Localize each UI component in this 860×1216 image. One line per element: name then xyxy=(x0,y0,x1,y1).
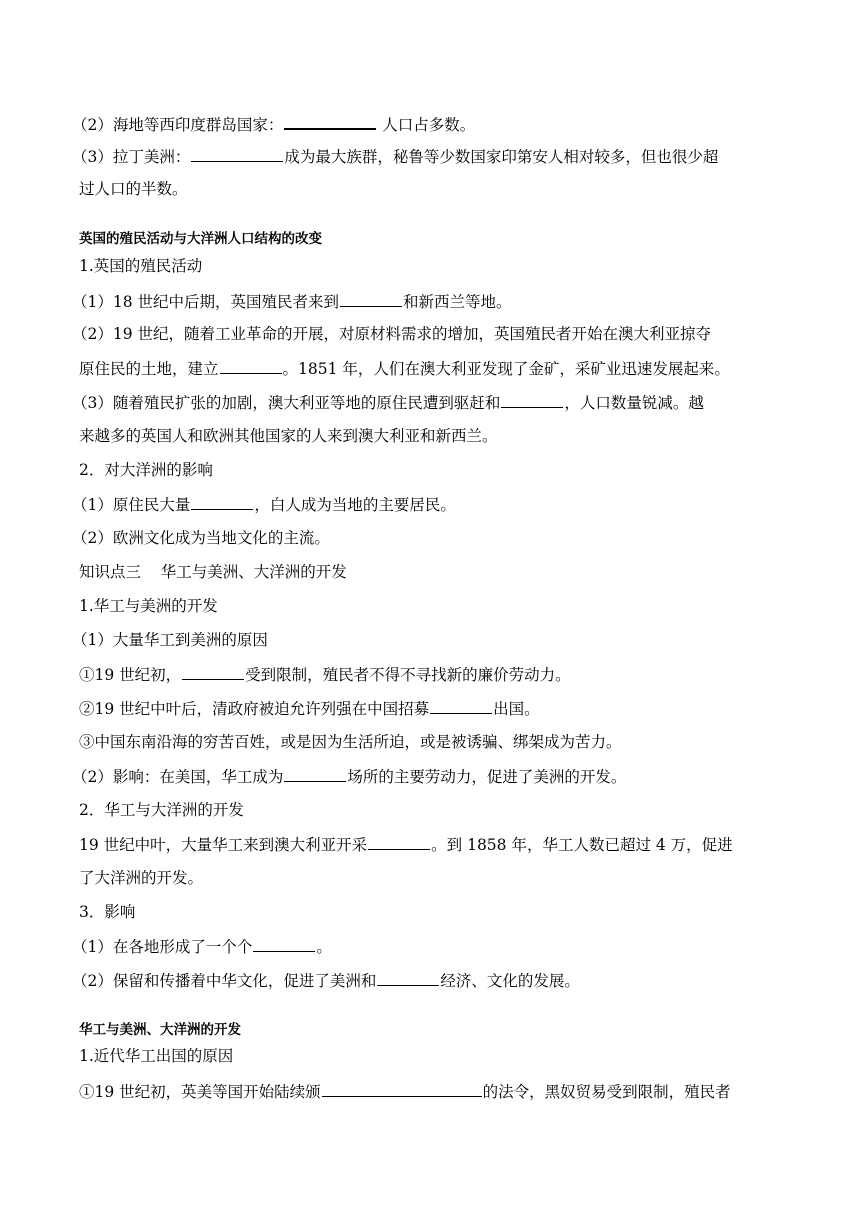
text-line: 来越多的英国人和欧洲其他国家的人来到澳大利亚和新西兰。 xyxy=(79,427,498,445)
fill-blank[interactable] xyxy=(430,697,492,714)
fill-blank[interactable] xyxy=(191,145,283,162)
text-line: （2）保留和传播着中华文化，促进了美洲和 经济、文化的发展。 xyxy=(72,969,580,992)
text-line: 原住民的土地，建立 。1851 年，人们在澳大利亚发现了金矿，采矿业迅速发展起来。 xyxy=(79,357,730,380)
text-line: （2）欧洲文化成为当地文化的主流。 xyxy=(72,529,330,547)
text-line: 了大洋洲的开发。 xyxy=(79,869,204,887)
text-line: 19 世纪中叶，大量华工来到澳大利亚开采 。到 1858 年，华工人数已超过 4 万，促进 xyxy=(79,833,733,856)
text-line: 过人口的半数。 xyxy=(79,180,188,198)
text-line: ③中国东南沿海的穷苦百姓，或是因为生活所迫，或是被诱骗、绑架成为苦力。 xyxy=(79,733,622,751)
text-line: ①19 世纪初，英美等国开始陆续颁 的法令，黑奴贸易受到限制，殖民者 xyxy=(79,1080,731,1103)
fill-blank[interactable] xyxy=(368,833,430,850)
text-line: （3）拉丁美洲： 成为最大族群，秘鲁等少数国家印第安人相对较多，但也很少超 xyxy=(72,145,718,168)
fill-blank[interactable] xyxy=(182,663,244,680)
fill-blank[interactable] xyxy=(220,357,282,374)
text-line: ①19 世纪初， 受到限制，殖民者不得不寻找新的廉价劳动力。 xyxy=(79,663,571,686)
text-line: （2）影响：在美国，华工成为 场所的主要劳动力，促进了美洲的开发。 xyxy=(72,765,626,788)
text-line: ②19 世纪中叶后，清政府被迫允许列强在中国招募 出国。 xyxy=(79,697,540,720)
text-line: 2．对大洋洲的影响 xyxy=(79,461,213,479)
text-line: 1.英国的殖民活动 xyxy=(79,257,203,275)
fill-blank[interactable] xyxy=(253,935,315,952)
text-line: 1.华工与美洲的开发 xyxy=(79,597,218,615)
text-line: （2）19 世纪，随着工业革命的开展，对原材料需求的增加，英国殖民者开始在澳大利亚掠夺 xyxy=(72,325,712,343)
text-line: （1）原住民大量 ，白人成为当地的主要居民。 xyxy=(72,493,456,516)
text-line: （3）随着殖民扩张的加剧，澳大利亚等地的原住民遭到驱赶和 ，人口数量锐减。越 xyxy=(72,391,704,414)
section-heading: 英国的殖民活动与大洋洲人口结构的改变 xyxy=(79,231,322,247)
fill-blank[interactable] xyxy=(501,391,563,408)
text-line: （1）18 世纪中后期，英国殖民者来到 和新西兰等地。 xyxy=(72,290,512,313)
text-line: 2．华工与大洋洲的开发 xyxy=(79,801,244,819)
fill-blank[interactable] xyxy=(191,493,253,510)
fill-blank[interactable] xyxy=(284,112,376,130)
text-line: 知识点三 华工与美洲、大洋洲的开发 xyxy=(79,563,347,581)
text-line: （1）在各地形成了一个个 。 xyxy=(72,935,332,958)
fill-blank[interactable] xyxy=(377,969,439,986)
text-line: 3．影响 xyxy=(79,903,136,921)
text-line: （2）海地等西印度群岛国家： 人口占多数。 xyxy=(72,112,475,136)
fill-blank[interactable] xyxy=(340,290,402,307)
text-line: 1.近代华工出国的原因 xyxy=(79,1047,234,1065)
section-heading: 华工与美洲、大洋洲的开发 xyxy=(79,1022,241,1038)
fill-blank[interactable] xyxy=(322,1080,482,1097)
fill-blank[interactable] xyxy=(284,765,346,782)
text-line: （1）大量华工到美洲的原因 xyxy=(72,631,268,649)
